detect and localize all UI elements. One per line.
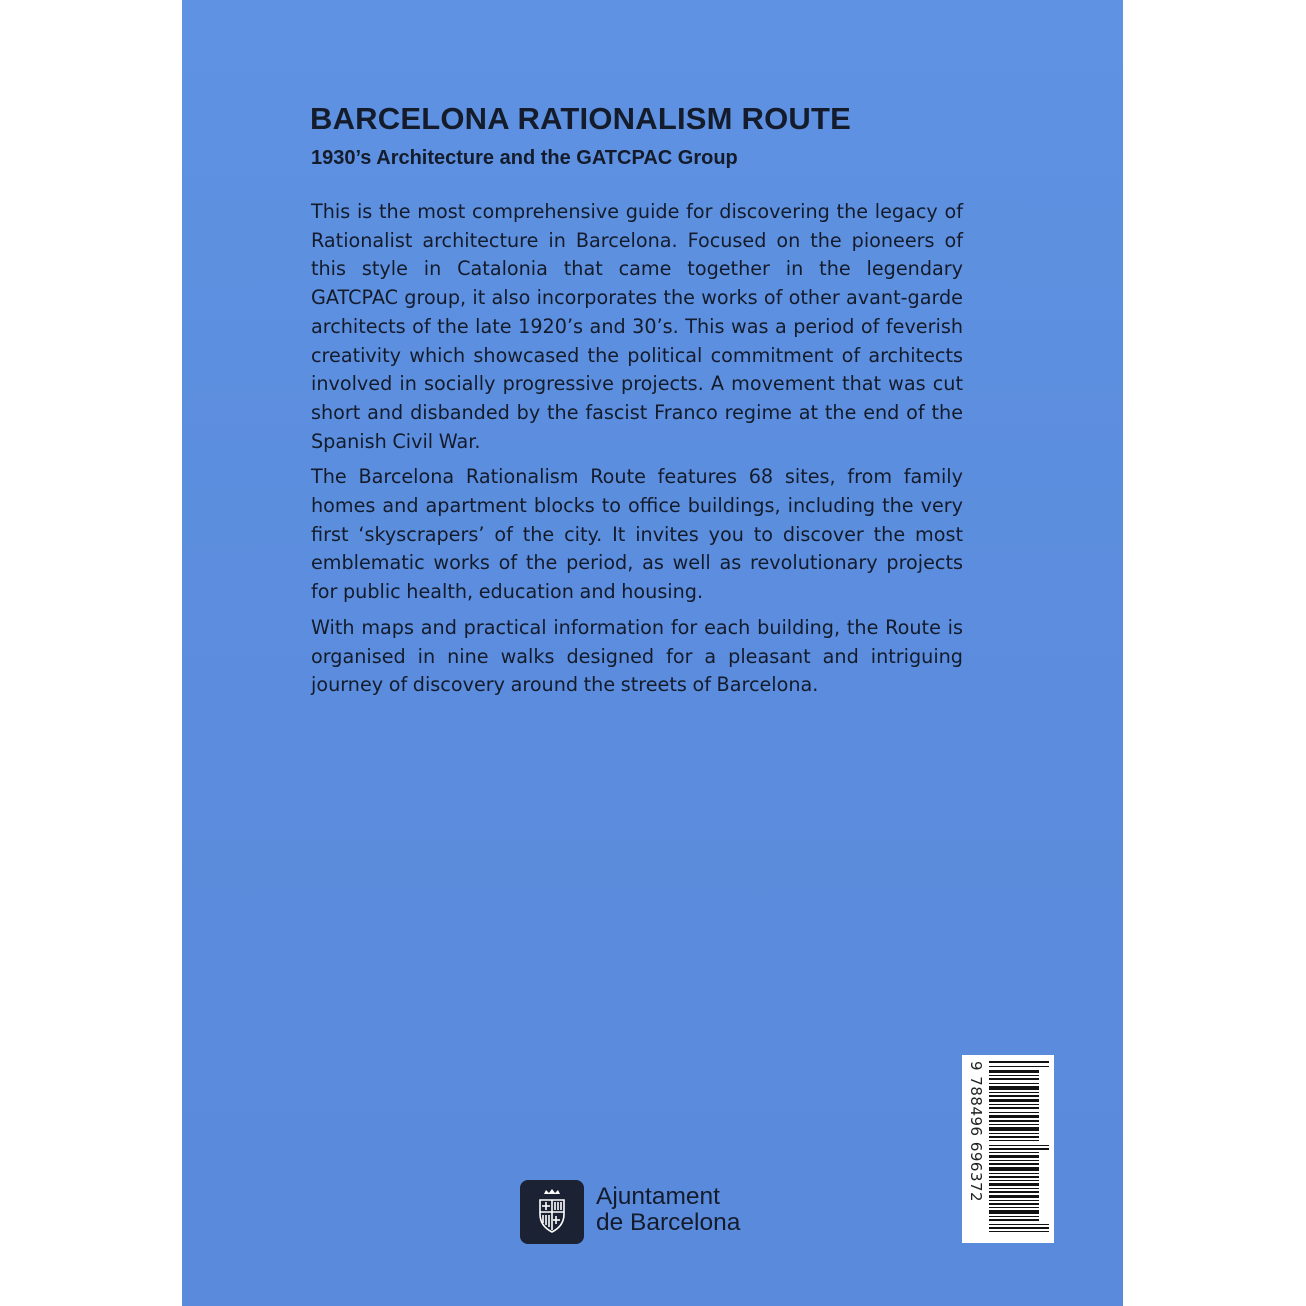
- blurb: [311, 198, 963, 707]
- blurb-paragraph-3: With maps and practical information for each building, the Route is organised in nine walks designed for a pleasant and intriguing journey of discovery around the streets of Barcelona.: [311, 615, 963, 697]
- book-title: BARCELONA RATIONALISM ROUTE: [310, 101, 851, 136]
- city-council-logo: [520, 1180, 584, 1244]
- coat-of-arms-icon: [520, 1180, 584, 1244]
- blurb-paragraph-1: This is the most comprehensive guide for discovering the legacy of Rationalist architecture in Barcelona. Focused on the pioneers of this style in Catalonia that came together in the legendary GATCPAC group, it also incorporates the works of other avant-garde architects of the late 1920’s and 30’s. This was a period of feverish creativity which showcased the political commitment of architects involved in socially progressive projects. A movement that was cut short and disbanded by the fascist Franco regime at the end of the Spanish Civil War.: [311, 200, 963, 453]
- isbn-digits: 9 788496 696372: [967, 1061, 985, 1203]
- barcode-icon: [989, 1061, 1049, 1237]
- publisher-name: [596, 1184, 740, 1236]
- blurb-paragraph-2: The Barcelona Rationalism Route features 68 sites, from family homes and apartment blocks to office buildings, including the very first ‘skyscrapers’ of the city. It invites you to discover the most emblematic works of the period, as well as revolutionary projects for public health, education and housing.: [311, 465, 963, 604]
- book-back-cover: [182, 0, 1123, 1306]
- publisher-line-2: de Barcelona: [596, 1209, 741, 1236]
- isbn-barcode: [962, 1055, 1054, 1243]
- book-subtitle: 1930’s Architecture and the GATCPAC Group: [311, 147, 738, 169]
- publisher-line-1: Ajuntament: [596, 1183, 720, 1210]
